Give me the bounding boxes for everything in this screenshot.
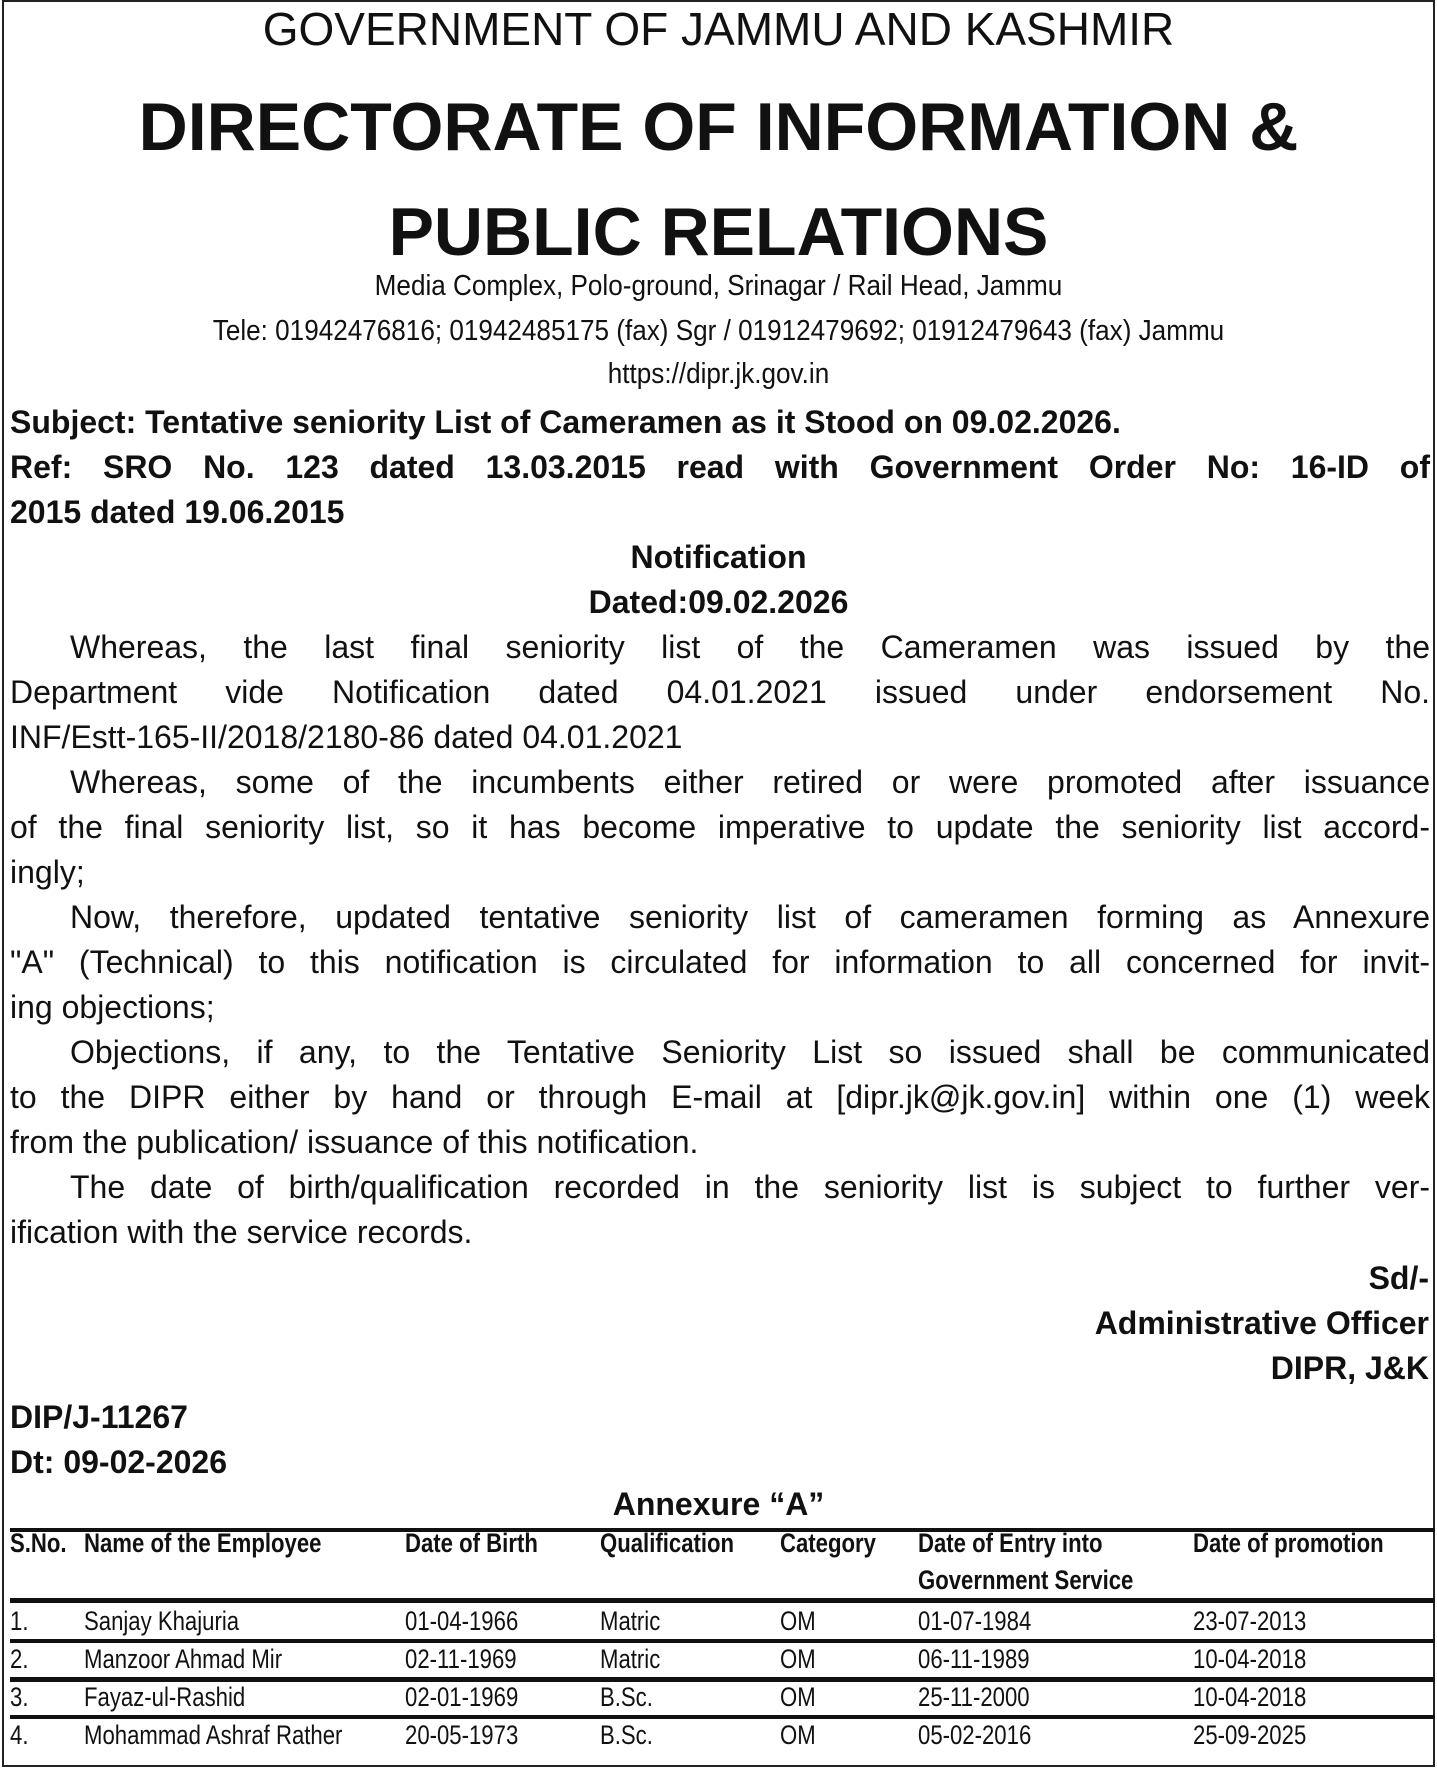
body-line: Whereas, some of the incumbents either retired or were promoted after issuance [70,764,1430,800]
subject: Subject: Tentative seniority List of Cameramen as it Stood on 09.02.2026. [10,404,1121,440]
table-cell: B.Sc. [600,1720,653,1750]
body-line: INF/Estt-165-II/2018/2180-86 dated 04.01.2021 [10,719,683,755]
table-cell: 10-04-2018 [1193,1682,1307,1712]
table-cell: Sanjay Khajuria [84,1606,240,1636]
table-header-cell: Name of the Employee [84,1528,322,1558]
reference-date: Dt: 09-02-2026 [10,1444,227,1480]
body-line: of the final seniority list, so it has become imperative to update the seniority list accord- [10,809,1430,845]
table-header-cell: Date of Entry into [918,1528,1103,1558]
table-cell: OM [780,1682,816,1712]
table-cell: 25-11-2000 [918,1682,1030,1712]
body-line: Department vide Notification dated 04.01.2021 issued under endorsement No. [10,674,1430,710]
body-line: ing objections; [10,989,215,1025]
table-cell: 02-11-1969 [405,1644,517,1674]
table-cell: 2. [10,1644,29,1674]
table-cell: 4. [10,1720,29,1750]
body-line: to the DIPR either by hand or through E-mail at [dipr.jk@jk.gov.in] within one (1) week [10,1079,1430,1115]
table-cell: Fayaz-ul-Rashid [84,1682,246,1712]
table-cell: OM [780,1606,816,1636]
table-cell: 25-09-2025 [1193,1720,1307,1750]
table-header-cell: Qualification [600,1528,735,1558]
annexure-title: Annexure “A” [612,1486,825,1522]
table-cell: 10-04-2018 [1193,1644,1307,1674]
table-cell: 02-01-1969 [405,1682,519,1712]
signature-office: DIPR, J&K [1270,1350,1429,1386]
table-cell: 23-07-2013 [1193,1606,1307,1636]
directorate-title-2: PUBLIC RELATIONS [388,194,1049,270]
body-line: Whereas, the last final seniority list of the Cameramen was issued by the [70,629,1430,665]
table-cell: 1. [10,1606,29,1636]
table-cell: Mohammad Ashraf Rather [84,1720,343,1750]
table-cell: Manzoor Ahmad Mir [84,1644,283,1674]
body-line: from the publication/ issuance of this notification. [10,1124,699,1160]
table-cell: B.Sc. [600,1682,653,1712]
table-header-cell: Category [780,1528,876,1558]
signature-designation: Administrative Officer [1094,1305,1429,1341]
directorate-title-1: DIRECTORATE OF INFORMATION & [138,89,1299,165]
reference-number: DIP/J-11267 [10,1399,188,1435]
table-header-cell: Date of Birth [405,1528,538,1558]
notification-title: Notification [630,539,807,575]
body-line: Objections, if any, to the Tentative Seniority List so issued shall be communicated [70,1034,1430,1070]
government-title: GOVERNMENT OF JAMMU AND KASHMIR [262,3,1175,55]
body-line: The date of birth/qualification recorded in the seniority list is subject to further ver- [70,1169,1430,1205]
table-cell: OM [780,1720,816,1750]
table-cell: 05-02-2016 [918,1720,1032,1750]
body-line: ingly; [10,854,85,890]
table-cell: OM [780,1644,816,1674]
table-rule [10,1639,1435,1643]
table-header-cell: Date of promotion [1193,1528,1384,1558]
table-cell: 01-04-1966 [405,1606,519,1636]
reference-line-2: 2015 dated 19.06.2015 [10,494,345,530]
table-cell: 20-05-1973 [405,1720,519,1750]
table-rule [10,1598,1435,1603]
table-cell: Matric [600,1644,661,1674]
table-cell: Matric [600,1606,661,1636]
body-line: Now, therefore, updated tentative seniority list of cameramen forming as Annexure [70,899,1430,935]
website: https://dipr.jk.gov.in [607,358,830,390]
telephone: Tele: 01942476816; 01942485175 (fax) Sgr / 01912479692; 01912479643 (fax) Jammu [212,315,1225,347]
table-rule [10,1715,1435,1719]
table-cell: 01-07-1984 [918,1606,1032,1636]
table-header-cell: S.No. [10,1528,67,1558]
notification-date: Dated:09.02.2026 [588,584,849,620]
reference-line-1: Ref: SRO No. 123 dated 13.03.2015 read with Government Order No: 16-ID of [10,449,1430,485]
table-header-cell: Government Service [918,1565,1134,1595]
address: Media Complex, Polo-ground, Srinagar / Rail Head, Jammu [374,270,1063,302]
body-line: "A" (Technical) to this notification is circulated for information to all concerned for invit- [10,944,1430,980]
body-line: ification with the service records. [10,1214,473,1250]
table-cell: 3. [10,1682,29,1712]
signature-sd: Sd/- [1368,1260,1429,1296]
table-cell: 06-11-1989 [918,1644,1030,1674]
